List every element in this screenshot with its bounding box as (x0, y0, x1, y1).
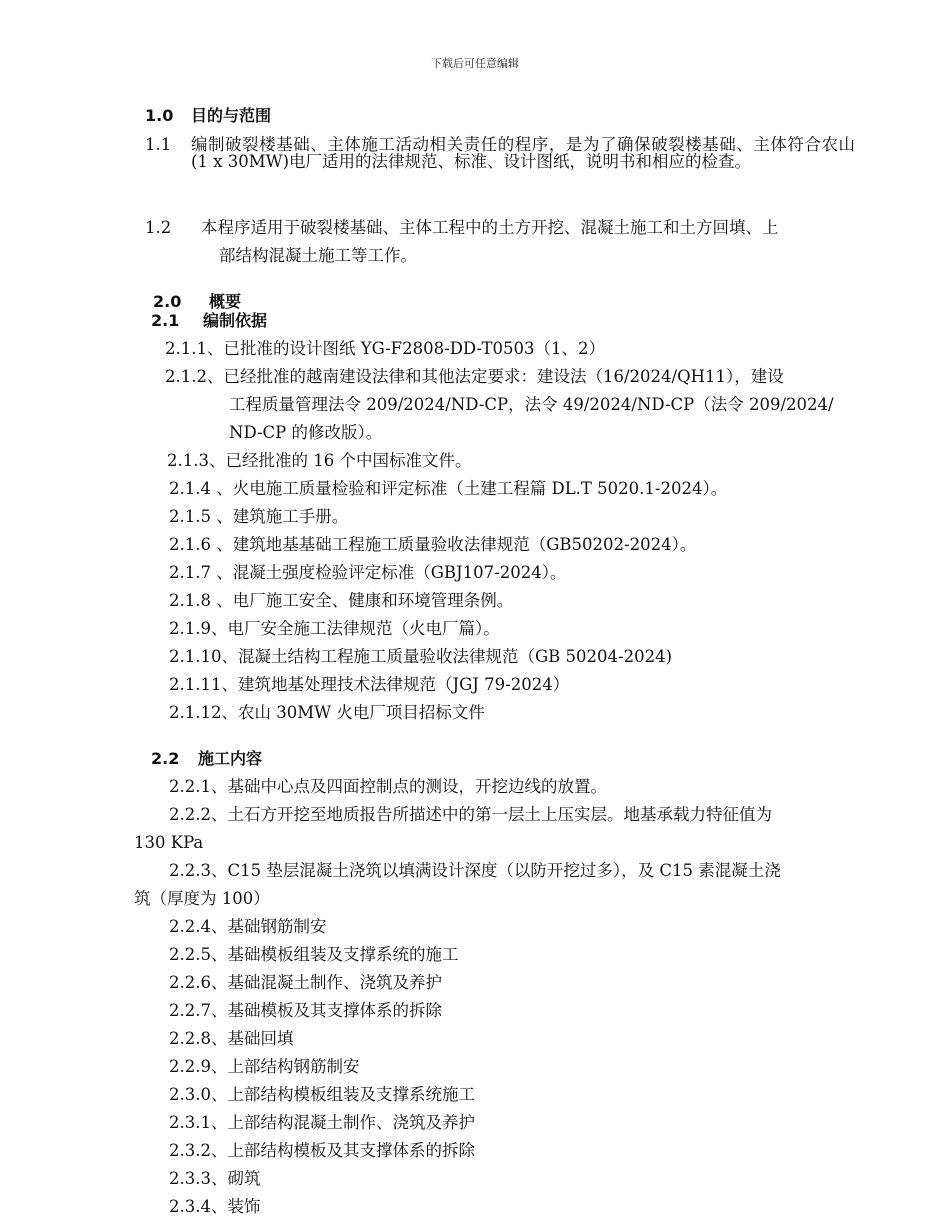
content-item: 2.3.1、上部结构混凝土制作、浇筑及养护 (169, 1113, 475, 1132)
basis-item: 2.1.4 、火电施工质量检验和评定标准（土建工程篇 DL.T 5020.1-2024）。 (169, 479, 728, 498)
content-item: 2.2.5、基础模板组装及支撑系统的施工 (169, 945, 459, 964)
paragraph-1-1 (145, 136, 857, 192)
basis-item: 2.1.12、农山 30MW 火电厂项目招标文件 (169, 703, 485, 722)
section-2-number: 2.0 (153, 292, 182, 311)
content-item-continuation: 筑（厚度为 100） (134, 889, 270, 908)
content-item: 2.3.4、装饰 (169, 1197, 261, 1216)
content-item: 2.3.3、砌筑 (169, 1169, 261, 1188)
section-2-2-number: 2.2 (151, 749, 180, 768)
content-item: 2.3.0、上部结构模板组装及支撑系统施工 (169, 1085, 475, 1104)
content-item: 2.2.1、基础中心点及四面控制点的测设，开挖边线的放置。 (169, 777, 607, 796)
paragraph-1-1-number: 1.1 (145, 135, 172, 154)
section-2-2-title: 施工内容 (198, 749, 263, 768)
basis-item: 2.1.2、已经批准的越南建设法律和其他法定要求：建设法（16/2024/QH11），建设 (165, 367, 784, 386)
basis-item: 2.1.11、建筑地基处理技术法律规范（JGJ 79-2024） (169, 675, 570, 694)
basis-item: 2.1.6 、建筑地基基础工程施工质量验收法律规范（GB50202-2024）。 (169, 535, 697, 554)
basis-item: 2.1.8 、电厂施工安全、健康和环境管理条例。 (169, 591, 514, 610)
section-2-1-number: 2.1 (151, 311, 180, 330)
content-item: 2.3.2、上部结构模板及其支撑体系的拆除 (169, 1141, 475, 1160)
content-item: 2.2.9、上部结构钢筋制安 (169, 1057, 360, 1076)
basis-item: 2.1.5 、建筑施工手册。 (169, 507, 349, 526)
section-1-number: 1.0 (145, 106, 174, 125)
paragraph-1-2-number: 1.2 (145, 218, 172, 237)
section-2-1-title: 编制依据 (203, 311, 268, 330)
content-item: 2.2.8、基础回填 (169, 1029, 294, 1048)
content-item: 2.2.7、基础模板及其支撑体系的拆除 (169, 1001, 442, 1020)
content-item-continuation: 130 KPa (134, 833, 204, 852)
basis-item: 2.1.3、已经批准的 16 个中国标准文件。 (167, 451, 472, 470)
content-item: 2.2.3、C15 垫层混凝土浇筑以填满设计深度（以防开挖过多），及 C15 素混凝土浇 (169, 861, 781, 880)
basis-item-continuation: 工程质量管理法令 209/2024/ND-CP，法令 49/2024/ND-CP（法令 209/2024/ (229, 395, 834, 414)
content-item: 2.2.4、基础钢筋制安 (169, 917, 327, 936)
basis-item-continuation: ND-CP 的修改版）。 (229, 423, 383, 442)
page-header-note: 下载后可任意编辑 (431, 57, 519, 70)
basis-item: 2.1.10、混凝土结构工程施工质量验收法律规范（GB 50204-2024) (169, 647, 673, 666)
content-item: 2.2.2、土石方开挖至地质报告所描述中的第一层土上压实层。地基承载力特征值为 (169, 805, 772, 824)
basis-item: 2.1.7 、混凝土强度检验评定标准（GBJ107-2024）。 (169, 563, 567, 582)
content-item: 2.2.6、基础混凝土制作、浇筑及养护 (169, 973, 442, 992)
basis-item: 2.1.1、已批准的设计图纸 YG-F2808-DD-T0503（1、2） (165, 339, 605, 358)
basis-item: 2.1.9、电厂安全施工法律规范（火电厂篇）。 (169, 619, 500, 638)
section-1-title: 目的与范围 (191, 106, 272, 125)
paragraph-1-2-line-1: 本程序适用于破裂楼基础、主体工程中的土方开挖、混凝土施工和土方回填、上 (201, 218, 779, 237)
paragraph-1-2-line-2: 部结构混凝土施工等工作。 (219, 246, 417, 265)
section-2-title: 概要 (209, 292, 242, 311)
paragraph-1-1-text: 编制破裂楼基础、主体施工活动相关责任的程序，是为了确保破裂楼基础、主体符合农山 (1 x 30MW)电厂适用的法律规范、标准、设计图纸，说明书和相应的检查。 (191, 135, 855, 171)
